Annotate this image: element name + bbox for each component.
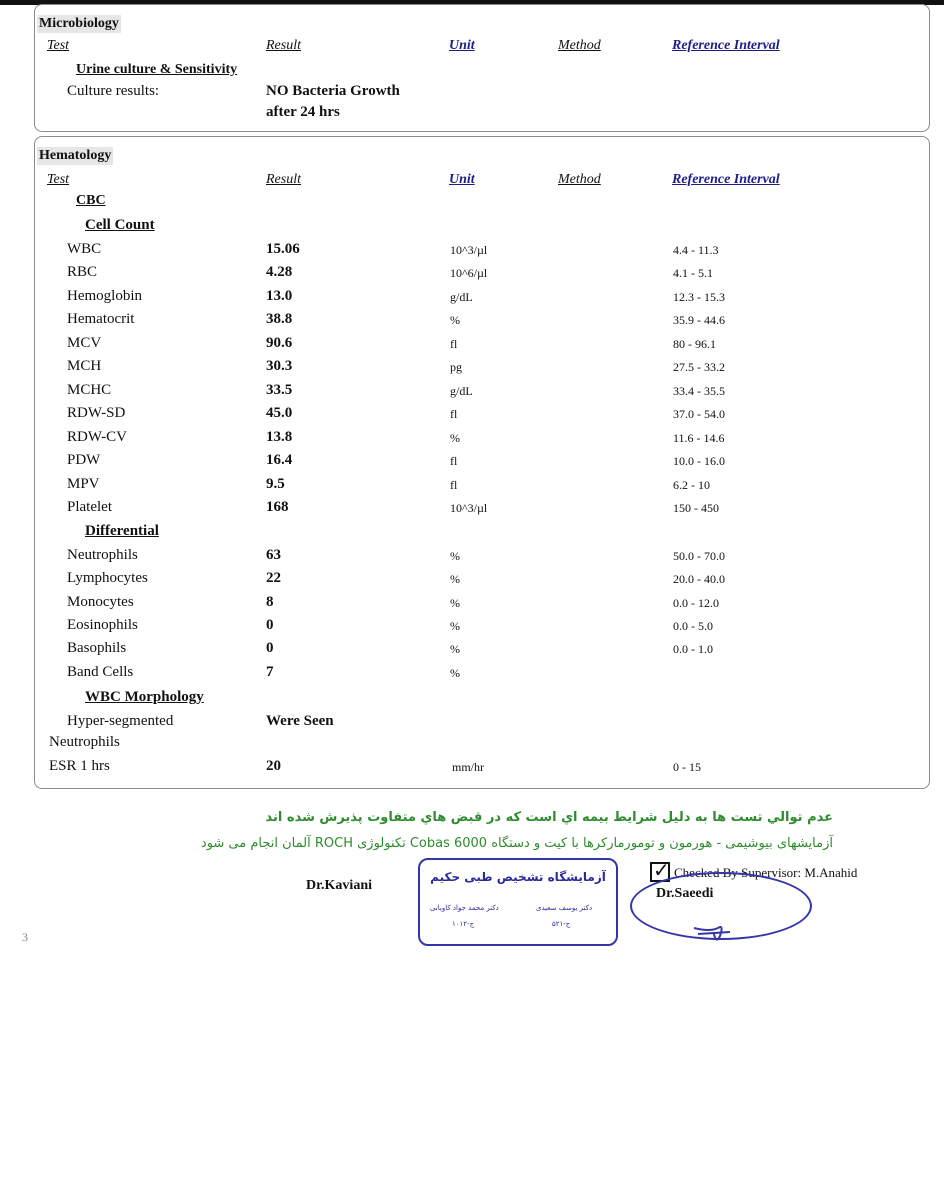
test-reference: 35.9 - 44.6 bbox=[673, 313, 725, 328]
test-result: 38.8 bbox=[266, 311, 293, 328]
test-result: 45.0 bbox=[266, 405, 293, 422]
test-reference: 0.0 - 1.0 bbox=[673, 642, 713, 657]
col-header-unit: Unit bbox=[449, 172, 475, 187]
test-reference: 0.0 - 5.0 bbox=[673, 618, 713, 633]
test-result: 8 bbox=[266, 593, 274, 610]
signature-scribble-icon bbox=[690, 918, 750, 948]
test-unit: % bbox=[450, 549, 460, 563]
test-name: RDW-SD bbox=[67, 405, 126, 422]
test-unit: g/dL bbox=[450, 289, 473, 304]
test-unit: % bbox=[450, 618, 460, 633]
test-reference: 80 - 96.1 bbox=[673, 336, 716, 351]
test-name: WBC bbox=[67, 241, 102, 257]
test-name: RBC bbox=[67, 264, 98, 281]
esr-test-name: ESR 1 hrs bbox=[49, 758, 110, 774]
stamp-doctor-1-code: ج-۱۰۱۲ bbox=[452, 920, 475, 928]
test-name: PDW bbox=[67, 452, 101, 469]
test-name: MCV bbox=[67, 334, 102, 351]
test-reference: 6.2 - 10 bbox=[673, 477, 710, 492]
group-label: Urine culture & Sensitivity bbox=[76, 62, 238, 77]
test-result: 4.28 bbox=[266, 264, 293, 281]
stamp-doctor-1: دکتر محمد جواد کاویانی bbox=[430, 904, 499, 912]
differential-label: Differential bbox=[85, 523, 159, 539]
test-reference: 0.0 - 12.0 bbox=[673, 595, 719, 610]
test-unit: fl bbox=[450, 477, 458, 492]
test-result: 22 bbox=[266, 570, 281, 587]
test-result: 0 bbox=[266, 616, 274, 633]
test-unit: fl bbox=[450, 407, 458, 422]
cbc-label: CBC bbox=[76, 193, 106, 208]
stamp-doctor-2: دکتر یوسف سعیدی bbox=[536, 904, 593, 912]
col-header-result: Result bbox=[266, 172, 301, 187]
test-result: 9.5 bbox=[266, 475, 285, 492]
test-result: 90.6 bbox=[266, 334, 293, 351]
test-result: 13.0 bbox=[266, 287, 293, 304]
col-header-result: Result bbox=[266, 38, 301, 53]
test-name: MCHC bbox=[67, 381, 112, 398]
test-reference: 20.0 - 40.0 bbox=[673, 572, 725, 587]
test-reference: 10.0 - 16.0 bbox=[673, 454, 725, 469]
morphology-result: Were Seen bbox=[266, 713, 334, 729]
test-result: NO Bacteria Growth bbox=[266, 83, 400, 99]
test-reference: 12.3 - 15.3 bbox=[673, 289, 725, 304]
test-name: Lymphocytes bbox=[67, 570, 148, 587]
doctor-left-signature: Dr.Kaviani bbox=[306, 878, 372, 893]
cell-count-label: Cell Count bbox=[85, 217, 155, 233]
microbiology-panel bbox=[34, 4, 930, 132]
test-unit: 10^3/µl bbox=[450, 500, 488, 515]
test-unit: g/dL bbox=[450, 383, 473, 398]
test-unit: fl bbox=[450, 336, 458, 351]
test-name: Neutrophils bbox=[67, 547, 138, 563]
page-number: 3 bbox=[22, 930, 28, 944]
test-name: Platelet bbox=[67, 498, 112, 515]
col-header-reference: Reference Interval bbox=[672, 172, 780, 187]
test-reference: 50.0 - 70.0 bbox=[673, 549, 725, 563]
test-result: 7 bbox=[266, 663, 274, 680]
col-header-test: Test bbox=[47, 38, 70, 53]
test-reference: 37.0 - 54.0 bbox=[673, 407, 725, 422]
test-name: Monocytes bbox=[67, 593, 134, 610]
stamp-doctor-2-code: ج-۵۲۱ bbox=[552, 920, 571, 928]
morphology-test-name: Hyper-segmented bbox=[67, 713, 174, 729]
test-result: 168 bbox=[266, 498, 289, 515]
test-reference: 150 - 450 bbox=[673, 500, 719, 515]
doctor-right-signature: Dr.Saeedi bbox=[656, 886, 714, 901]
test-unit: 10^6/µl bbox=[450, 266, 488, 281]
test-unit: 10^3/µl bbox=[450, 243, 488, 257]
test-result: 0 bbox=[266, 640, 274, 657]
test-name: MPV bbox=[67, 475, 100, 492]
col-header-method: Method bbox=[558, 172, 601, 187]
hematology-panel bbox=[34, 136, 930, 789]
test-name: Hemoglobin bbox=[67, 287, 142, 304]
test-name: Culture results: bbox=[67, 83, 160, 99]
section-title: Microbiology bbox=[39, 16, 119, 31]
test-unit: % bbox=[450, 642, 460, 657]
test-reference: 27.5 - 33.2 bbox=[673, 360, 725, 375]
section-title: Hematology bbox=[39, 148, 112, 163]
test-name: Basophils bbox=[67, 640, 127, 657]
test-unit: % bbox=[450, 572, 460, 587]
test-name: MCH bbox=[67, 358, 102, 375]
esr-result: 20 bbox=[266, 758, 281, 774]
lab-equipment-note: آزمایشهای بیوشیمی - هورمون و تومورمارکرها با کیت و دستگاه Cobas 6000 تکنولوژی ROCH آلمان انجام می شود bbox=[200, 836, 833, 851]
test-result: 15.06 bbox=[266, 241, 300, 257]
supervisor-check: Checked By Supervisor: M.Anahid bbox=[674, 865, 858, 880]
col-header-test: Test bbox=[47, 172, 70, 187]
lab-stamp bbox=[418, 858, 618, 946]
test-reference: 4.1 - 5.1 bbox=[673, 266, 713, 281]
col-header-method: Method bbox=[558, 38, 601, 53]
test-result: 13.8 bbox=[266, 428, 293, 445]
test-unit: % bbox=[450, 430, 460, 445]
test-result: 33.5 bbox=[266, 381, 293, 398]
test-reference: 4.4 - 11.3 bbox=[673, 243, 719, 257]
test-unit: pg bbox=[450, 360, 462, 375]
morphology-test-name-cont: Neutrophils bbox=[49, 734, 120, 750]
test-name: Hematocrit bbox=[67, 311, 135, 328]
insurance-note: عدم توالي تست ها به دليل شرايط بيمه اي است كه در قبض هاي متفاوت پذيرش شده اند bbox=[265, 810, 833, 825]
stamp-title: آزمایشگاه تشخیص طبی حکیم bbox=[430, 870, 606, 884]
checkmark-icon: ✓ bbox=[653, 858, 670, 882]
test-name: Eosinophils bbox=[67, 616, 138, 633]
col-header-unit: Unit bbox=[449, 38, 475, 53]
test-result: 30.3 bbox=[266, 358, 293, 375]
test-reference: 11.6 - 14.6 bbox=[673, 430, 725, 445]
test-unit: fl bbox=[450, 454, 458, 469]
test-result: 16.4 bbox=[266, 452, 293, 469]
test-unit: % bbox=[450, 313, 460, 328]
test-name: Band Cells bbox=[67, 663, 134, 680]
test-name: RDW-CV bbox=[67, 428, 127, 445]
test-unit: % bbox=[450, 595, 460, 610]
esr-unit: mm/hr bbox=[452, 760, 484, 774]
esr-reference: 0 - 15 bbox=[673, 760, 701, 774]
col-header-reference: Reference Interval bbox=[672, 38, 780, 53]
morphology-label: WBC Morphology bbox=[85, 689, 204, 705]
test-result: 63 bbox=[266, 547, 281, 563]
test-result-cont: after 24 hrs bbox=[266, 104, 340, 120]
test-unit: % bbox=[450, 665, 460, 680]
test-reference: 33.4 - 35.5 bbox=[673, 383, 725, 398]
